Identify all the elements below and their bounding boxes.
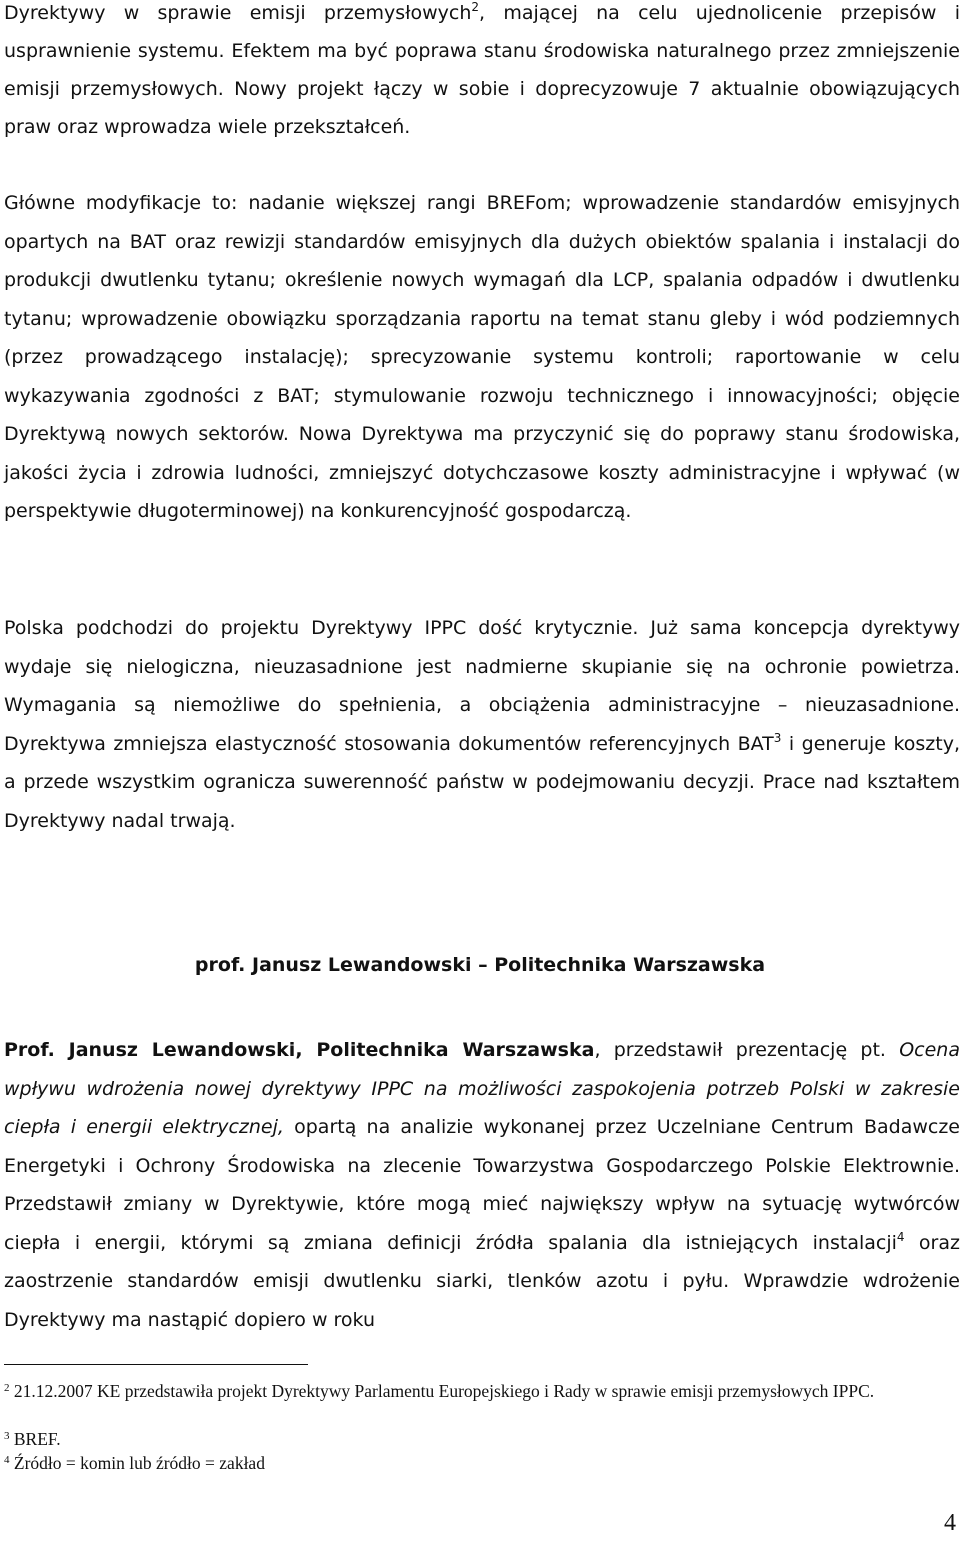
footnote-3 — [4, 1428, 904, 1451]
footnote-ref-2[interactable]: 2 — [471, 0, 480, 14]
paragraph-text: i generuje koszty, a przede wszystkim ogranicza suwerenność państw w podejmowaniu decyzji. Prace nad kształtem Dyrektywy nadal trwają. — [4, 732, 960, 832]
footnote-text: BREF. — [9, 1429, 61, 1449]
footnote-2 — [4, 1380, 904, 1403]
paragraph-modifications: Główne modyfikacje to: nadanie większej rangi BREFom; wprowadzenie standardów emisyjnych opartych na BAT oraz rewizji standardów emisyjnych dla dużych obiektów spalania i instalacji do produkcji dwutlenku tytanu; określenie nowych wymagań dla LCP, spalania odpadów i dwutlenku tytanu; wprowadzenie obowiązku sporządzania raportu na temat stanu gleby i wód podziemnych (przez prowadzącego instalację); sprecyzowanie systemu kontroli; raportowanie w celu wykazywania zgodności z BAT; stymulowanie rozwoju technicznego i innowacyjności; objęcie Dyrektywą nowych sektorów. Nowa Dyrektywa ma przyczynić się do poprawy stanu środowiska, jakości życia i zdrowia ludności, zmniejszyć dotychczasowe koszty administracyjne i wpływać (w perspektywie długoterminowej) na konkurencyjność gospodarczą. — [4, 192, 960, 522]
paragraph-presentation — [4, 1031, 960, 1339]
footnote-ref-3[interactable]: 3 — [773, 730, 782, 745]
paragraph-poland-position — [4, 609, 960, 840]
footnote-number: 2 — [4, 1382, 10, 1394]
paragraph-text: oraz zaostrzenie standardów emisji dwutlenku siarki, tlenków azotu i pyłu. Wprawdzie wdrożenie Dyrektywy ma nastąpić dopiero w roku — [4, 1231, 960, 1331]
footnote-separator — [4, 1364, 308, 1365]
paragraph-text: opartą na analizie wykonanej przez Uczelniane Centrum Badawcze Energetyki i Ochrony Środowiska na zlecenie Towarzystwa Gospodarczego Polskie Elektrownie. Przedstawił zmiany w Dyrektywie, które mogą mieć największy wpływ na sytuację wytwórców ciepła i energii, którymi są zmiana definicji źródła spalania dla istniejących instalacji — [4, 1116, 960, 1254]
footnote-4 — [4, 1452, 904, 1475]
footnote-text: 21.12.2007 KE przedstawiła projekt Dyrektywy Parlamentu Europejskiego i Rady w sprawie emisji przemysłowych IPPC. — [9, 1381, 875, 1401]
footnote-number: 3 — [4, 1430, 10, 1442]
presentation-title: Ocena wpływu wdrożenia nowej dyrektywy IPPC na możliwości zaspokojenia potrzeb Polski w zakresie ciepła i energii elektrycznej, — [4, 1039, 960, 1138]
speaker-name: Prof. Janusz Lewandowski, Politechnika Warszawska — [4, 1039, 595, 1061]
paragraph-text: Dyrektywy w sprawie emisji przemysłowych — [4, 2, 472, 24]
footnote-text: Źródło = komin lub źródło = zakład — [9, 1453, 265, 1473]
paragraph-text: , przedstawił prezentację pt. — [594, 1039, 900, 1061]
paragraph-intro — [4, 0, 960, 146]
footnote-ref-4[interactable]: 4 — [896, 1229, 905, 1244]
page-number: 4 — [944, 1510, 956, 1536]
footnote-number: 4 — [4, 1454, 10, 1466]
paragraph-text: Polska podchodzi do projektu Dyrektywy IPPC dość krytycznie. Już sama koncepcja dyrektywy wydaje się nielogiczna, nieuzasadnione jest nadmierne skupianie się na ochronie powietrza. Wymagania są niemożliwe do spełnienia, a obciążenia administracyjne – nieuzasadnione. Dyrektywa zmniejsza elastyczność stosowania dokumentów referencyjnych BAT — [4, 617, 960, 755]
section-heading: prof. Janusz Lewandowski – Politechnika Warszawska — [194, 954, 766, 976]
paragraph-text: , mającej na celu ujednolicenie przepisów i usprawnienie systemu. Efektem ma być poprawa stanu środowiska naturalnego przez zmniejszenie emisji przemysłowych. Nowy projekt łączy w sobie i doprecyzowuje 7 aktualnie obowiązujących praw oraz wprowadza wiele przekształceń. — [4, 2, 960, 138]
